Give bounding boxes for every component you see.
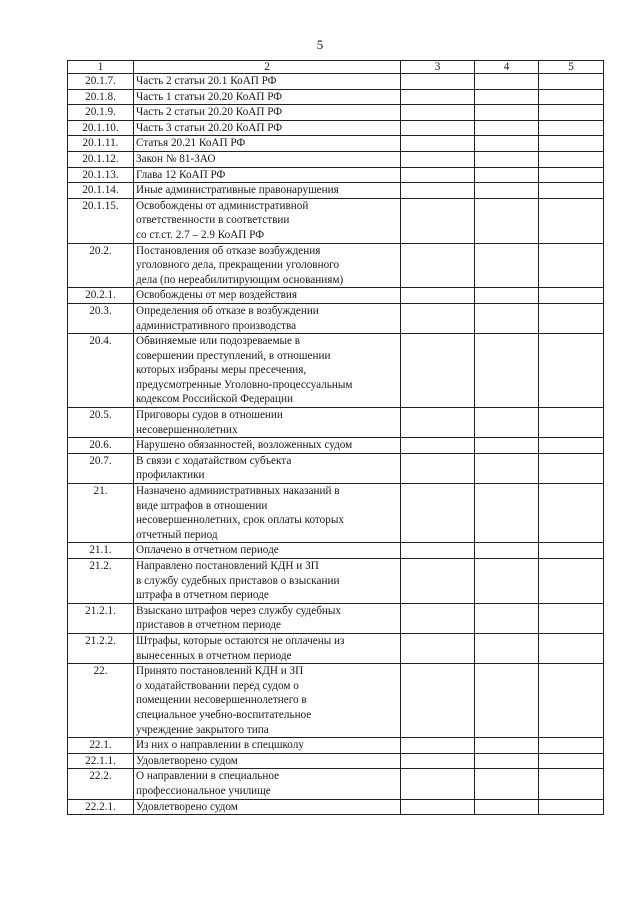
value-cell-col3 bbox=[401, 136, 475, 152]
row-number: 22.2.1. bbox=[68, 799, 134, 815]
value-cell-col3 bbox=[401, 799, 475, 815]
row-description: Приговоры судов в отношении несовершеннолетних bbox=[134, 408, 401, 438]
row-description: Часть 2 статьи 20.1 КоАП РФ bbox=[134, 74, 401, 90]
value-cell-col5 bbox=[539, 438, 604, 454]
row-description: Назначено административных наказаний в виде штрафов в отношении несовершеннолетних, срок оплаты которых отчетный период bbox=[134, 484, 401, 543]
row-number: 20.1.10. bbox=[68, 120, 134, 136]
value-cell-col5 bbox=[539, 243, 604, 288]
row-description: Нарушено обязанностей, возложенных судом bbox=[134, 438, 401, 454]
value-cell-col4 bbox=[475, 664, 539, 738]
row-number: 20.2. bbox=[68, 243, 134, 288]
row-number: 21.1. bbox=[68, 543, 134, 559]
row-number: 20.3. bbox=[68, 303, 134, 333]
row-number: 20.1.8. bbox=[68, 89, 134, 105]
row-description: Принято постановлений КДН и ЗП о ходатайствовании перед судом о помещении несовершеннолетнего в специальное учебно-воспитательное учреждение закрытого типа bbox=[134, 664, 401, 738]
value-cell-col4 bbox=[475, 769, 539, 799]
table-row bbox=[68, 243, 604, 288]
row-description: Определения об отказе в возбуждении административного производства bbox=[134, 303, 401, 333]
table-row bbox=[68, 769, 604, 799]
table-row bbox=[68, 408, 604, 438]
value-cell-col3 bbox=[401, 603, 475, 633]
row-number: 20.7. bbox=[68, 453, 134, 483]
row-number: 20.1.14. bbox=[68, 183, 134, 199]
value-cell-col3 bbox=[401, 769, 475, 799]
report-table bbox=[67, 60, 604, 815]
column-header-5: 5 bbox=[539, 61, 604, 74]
value-cell-col4 bbox=[475, 753, 539, 769]
value-cell-col3 bbox=[401, 74, 475, 90]
row-description: Освобождены от административной ответственности в соответствии со ст.ст. 2.7 – 2.9 КоАП РФ bbox=[134, 198, 401, 243]
row-description: О направлении в специальное профессиональное училище bbox=[134, 769, 401, 799]
value-cell-col5 bbox=[539, 288, 604, 304]
table-row bbox=[68, 753, 604, 769]
table-row bbox=[68, 303, 604, 333]
page-number: 5 bbox=[316, 37, 324, 52]
value-cell-col5 bbox=[539, 408, 604, 438]
value-cell-col5 bbox=[539, 120, 604, 136]
table-body bbox=[68, 74, 604, 815]
column-header-4: 4 bbox=[475, 61, 539, 74]
table-row bbox=[68, 198, 604, 243]
row-description: Часть 2 статьи 20.20 КоАП РФ bbox=[134, 105, 401, 121]
row-number: 20.2.1. bbox=[68, 288, 134, 304]
table-row bbox=[68, 543, 604, 559]
value-cell-col4 bbox=[475, 120, 539, 136]
row-description: Закон № 81-ЗАО bbox=[134, 151, 401, 167]
value-cell-col3 bbox=[401, 408, 475, 438]
table-row bbox=[68, 89, 604, 105]
value-cell-col4 bbox=[475, 438, 539, 454]
value-cell-col5 bbox=[539, 453, 604, 483]
row-number: 22.1.1. bbox=[68, 753, 134, 769]
row-description: Удовлетворено судом bbox=[134, 799, 401, 815]
row-number: 21.2.1. bbox=[68, 603, 134, 633]
row-description: Часть 3 статьи 20.20 КоАП РФ bbox=[134, 120, 401, 136]
value-cell-col5 bbox=[539, 303, 604, 333]
value-cell-col4 bbox=[475, 603, 539, 633]
value-cell-col5 bbox=[539, 799, 604, 815]
value-cell-col5 bbox=[539, 633, 604, 663]
value-cell-col5 bbox=[539, 484, 604, 543]
value-cell-col4 bbox=[475, 559, 539, 604]
row-description: Освобождены от мер воздействия bbox=[134, 288, 401, 304]
value-cell-col4 bbox=[475, 799, 539, 815]
value-cell-col4 bbox=[475, 334, 539, 408]
row-number: 20.1.7. bbox=[68, 74, 134, 90]
column-header-3: 3 bbox=[401, 61, 475, 74]
value-cell-col4 bbox=[475, 303, 539, 333]
value-cell-col3 bbox=[401, 753, 475, 769]
value-cell-col5 bbox=[539, 89, 604, 105]
value-cell-col5 bbox=[539, 198, 604, 243]
value-cell-col3 bbox=[401, 559, 475, 604]
row-description: Удовлетворено судом bbox=[134, 753, 401, 769]
value-cell-col5 bbox=[539, 543, 604, 559]
value-cell-col5 bbox=[539, 136, 604, 152]
value-cell-col5 bbox=[539, 183, 604, 199]
row-number: 20.5. bbox=[68, 408, 134, 438]
table-row bbox=[68, 738, 604, 754]
value-cell-col3 bbox=[401, 334, 475, 408]
value-cell-col3 bbox=[401, 288, 475, 304]
value-cell-col4 bbox=[475, 151, 539, 167]
row-description: В связи с ходатайством субъекта профилактики bbox=[134, 453, 401, 483]
row-description: Иные административные правонарушения bbox=[134, 183, 401, 199]
row-number: 20.1.9. bbox=[68, 105, 134, 121]
table-row bbox=[68, 603, 604, 633]
value-cell-col4 bbox=[475, 738, 539, 754]
value-cell-col3 bbox=[401, 243, 475, 288]
row-description: Взыскано штрафов через службу судебных приставов в отчетном периоде bbox=[134, 603, 401, 633]
value-cell-col4 bbox=[475, 543, 539, 559]
value-cell-col4 bbox=[475, 183, 539, 199]
table-row bbox=[68, 151, 604, 167]
row-description: Часть 1 статьи 20.20 КоАП РФ bbox=[134, 89, 401, 105]
table-row bbox=[68, 664, 604, 738]
row-number: 21.2.2. bbox=[68, 633, 134, 663]
value-cell-col4 bbox=[475, 453, 539, 483]
value-cell-col3 bbox=[401, 105, 475, 121]
row-number: 20.1.13. bbox=[68, 167, 134, 183]
column-header-1: 1 bbox=[68, 61, 134, 74]
value-cell-col3 bbox=[401, 303, 475, 333]
table-row bbox=[68, 74, 604, 90]
table-row bbox=[68, 167, 604, 183]
value-cell-col5 bbox=[539, 167, 604, 183]
table-row bbox=[68, 438, 604, 454]
value-cell-col3 bbox=[401, 543, 475, 559]
table-row bbox=[68, 183, 604, 199]
table-row bbox=[68, 559, 604, 604]
table-row bbox=[68, 136, 604, 152]
value-cell-col4 bbox=[475, 288, 539, 304]
row-number: 22.1. bbox=[68, 738, 134, 754]
value-cell-col4 bbox=[475, 136, 539, 152]
table-row bbox=[68, 288, 604, 304]
value-cell-col4 bbox=[475, 89, 539, 105]
value-cell-col3 bbox=[401, 738, 475, 754]
row-number: 20.4. bbox=[68, 334, 134, 408]
row-number: 21.2. bbox=[68, 559, 134, 604]
value-cell-col4 bbox=[475, 198, 539, 243]
value-cell-col3 bbox=[401, 167, 475, 183]
value-cell-col4 bbox=[475, 167, 539, 183]
value-cell-col3 bbox=[401, 183, 475, 199]
row-description: Постановления об отказе возбуждения уголовного дела, прекращении уголовного дела (по нереабилитирующим основаниям) bbox=[134, 243, 401, 288]
value-cell-col3 bbox=[401, 89, 475, 105]
row-number: 20.6. bbox=[68, 438, 134, 454]
value-cell-col3 bbox=[401, 438, 475, 454]
table-row bbox=[68, 633, 604, 663]
value-cell-col5 bbox=[539, 603, 604, 633]
value-cell-col4 bbox=[475, 105, 539, 121]
table-row bbox=[68, 334, 604, 408]
value-cell-col3 bbox=[401, 198, 475, 243]
row-number: 20.1.11. bbox=[68, 136, 134, 152]
row-description: Оплачено в отчетном периоде bbox=[134, 543, 401, 559]
table-row bbox=[68, 484, 604, 543]
value-cell-col3 bbox=[401, 633, 475, 663]
value-cell-col5 bbox=[539, 105, 604, 121]
row-description: Из них о направлении в спецшколу bbox=[134, 738, 401, 754]
table-header bbox=[68, 61, 604, 74]
value-cell-col4 bbox=[475, 74, 539, 90]
row-number: 20.1.15. bbox=[68, 198, 134, 243]
value-cell-col3 bbox=[401, 664, 475, 738]
value-cell-col5 bbox=[539, 664, 604, 738]
row-description: Направлено постановлений КДН и ЗП в службу судебных приставов о взыскании штрафа в отчетном периоде bbox=[134, 559, 401, 604]
value-cell-col5 bbox=[539, 74, 604, 90]
row-description: Глава 12 КоАП РФ bbox=[134, 167, 401, 183]
header-row bbox=[68, 61, 604, 74]
value-cell-col3 bbox=[401, 151, 475, 167]
value-cell-col3 bbox=[401, 453, 475, 483]
row-description: Обвиняемые или подозреваемые в совершении преступлений, в отношении которых избраны меры пресечения, предусмотренные Уголовно-процессуальным кодексом Российской Федерации bbox=[134, 334, 401, 408]
value-cell-col5 bbox=[539, 559, 604, 604]
value-cell-col5 bbox=[539, 334, 604, 408]
value-cell-col4 bbox=[475, 633, 539, 663]
row-number: 21. bbox=[68, 484, 134, 543]
row-description: Штрафы, которые остаются не оплачены из вынесенных в отчетном периоде bbox=[134, 633, 401, 663]
value-cell-col5 bbox=[539, 151, 604, 167]
value-cell-col4 bbox=[475, 408, 539, 438]
row-number: 20.1.12. bbox=[68, 151, 134, 167]
value-cell-col3 bbox=[401, 484, 475, 543]
column-header-2: 2 bbox=[134, 61, 401, 74]
table-row bbox=[68, 453, 604, 483]
value-cell-col4 bbox=[475, 484, 539, 543]
table-row bbox=[68, 105, 604, 121]
table-row bbox=[68, 799, 604, 815]
value-cell-col5 bbox=[539, 769, 604, 799]
value-cell-col5 bbox=[539, 738, 604, 754]
value-cell-col5 bbox=[539, 753, 604, 769]
row-description: Статья 20.21 КоАП РФ bbox=[134, 136, 401, 152]
value-cell-col3 bbox=[401, 120, 475, 136]
row-number: 22.2. bbox=[68, 769, 134, 799]
value-cell-col4 bbox=[475, 243, 539, 288]
table-row bbox=[68, 120, 604, 136]
row-number: 22. bbox=[68, 664, 134, 738]
